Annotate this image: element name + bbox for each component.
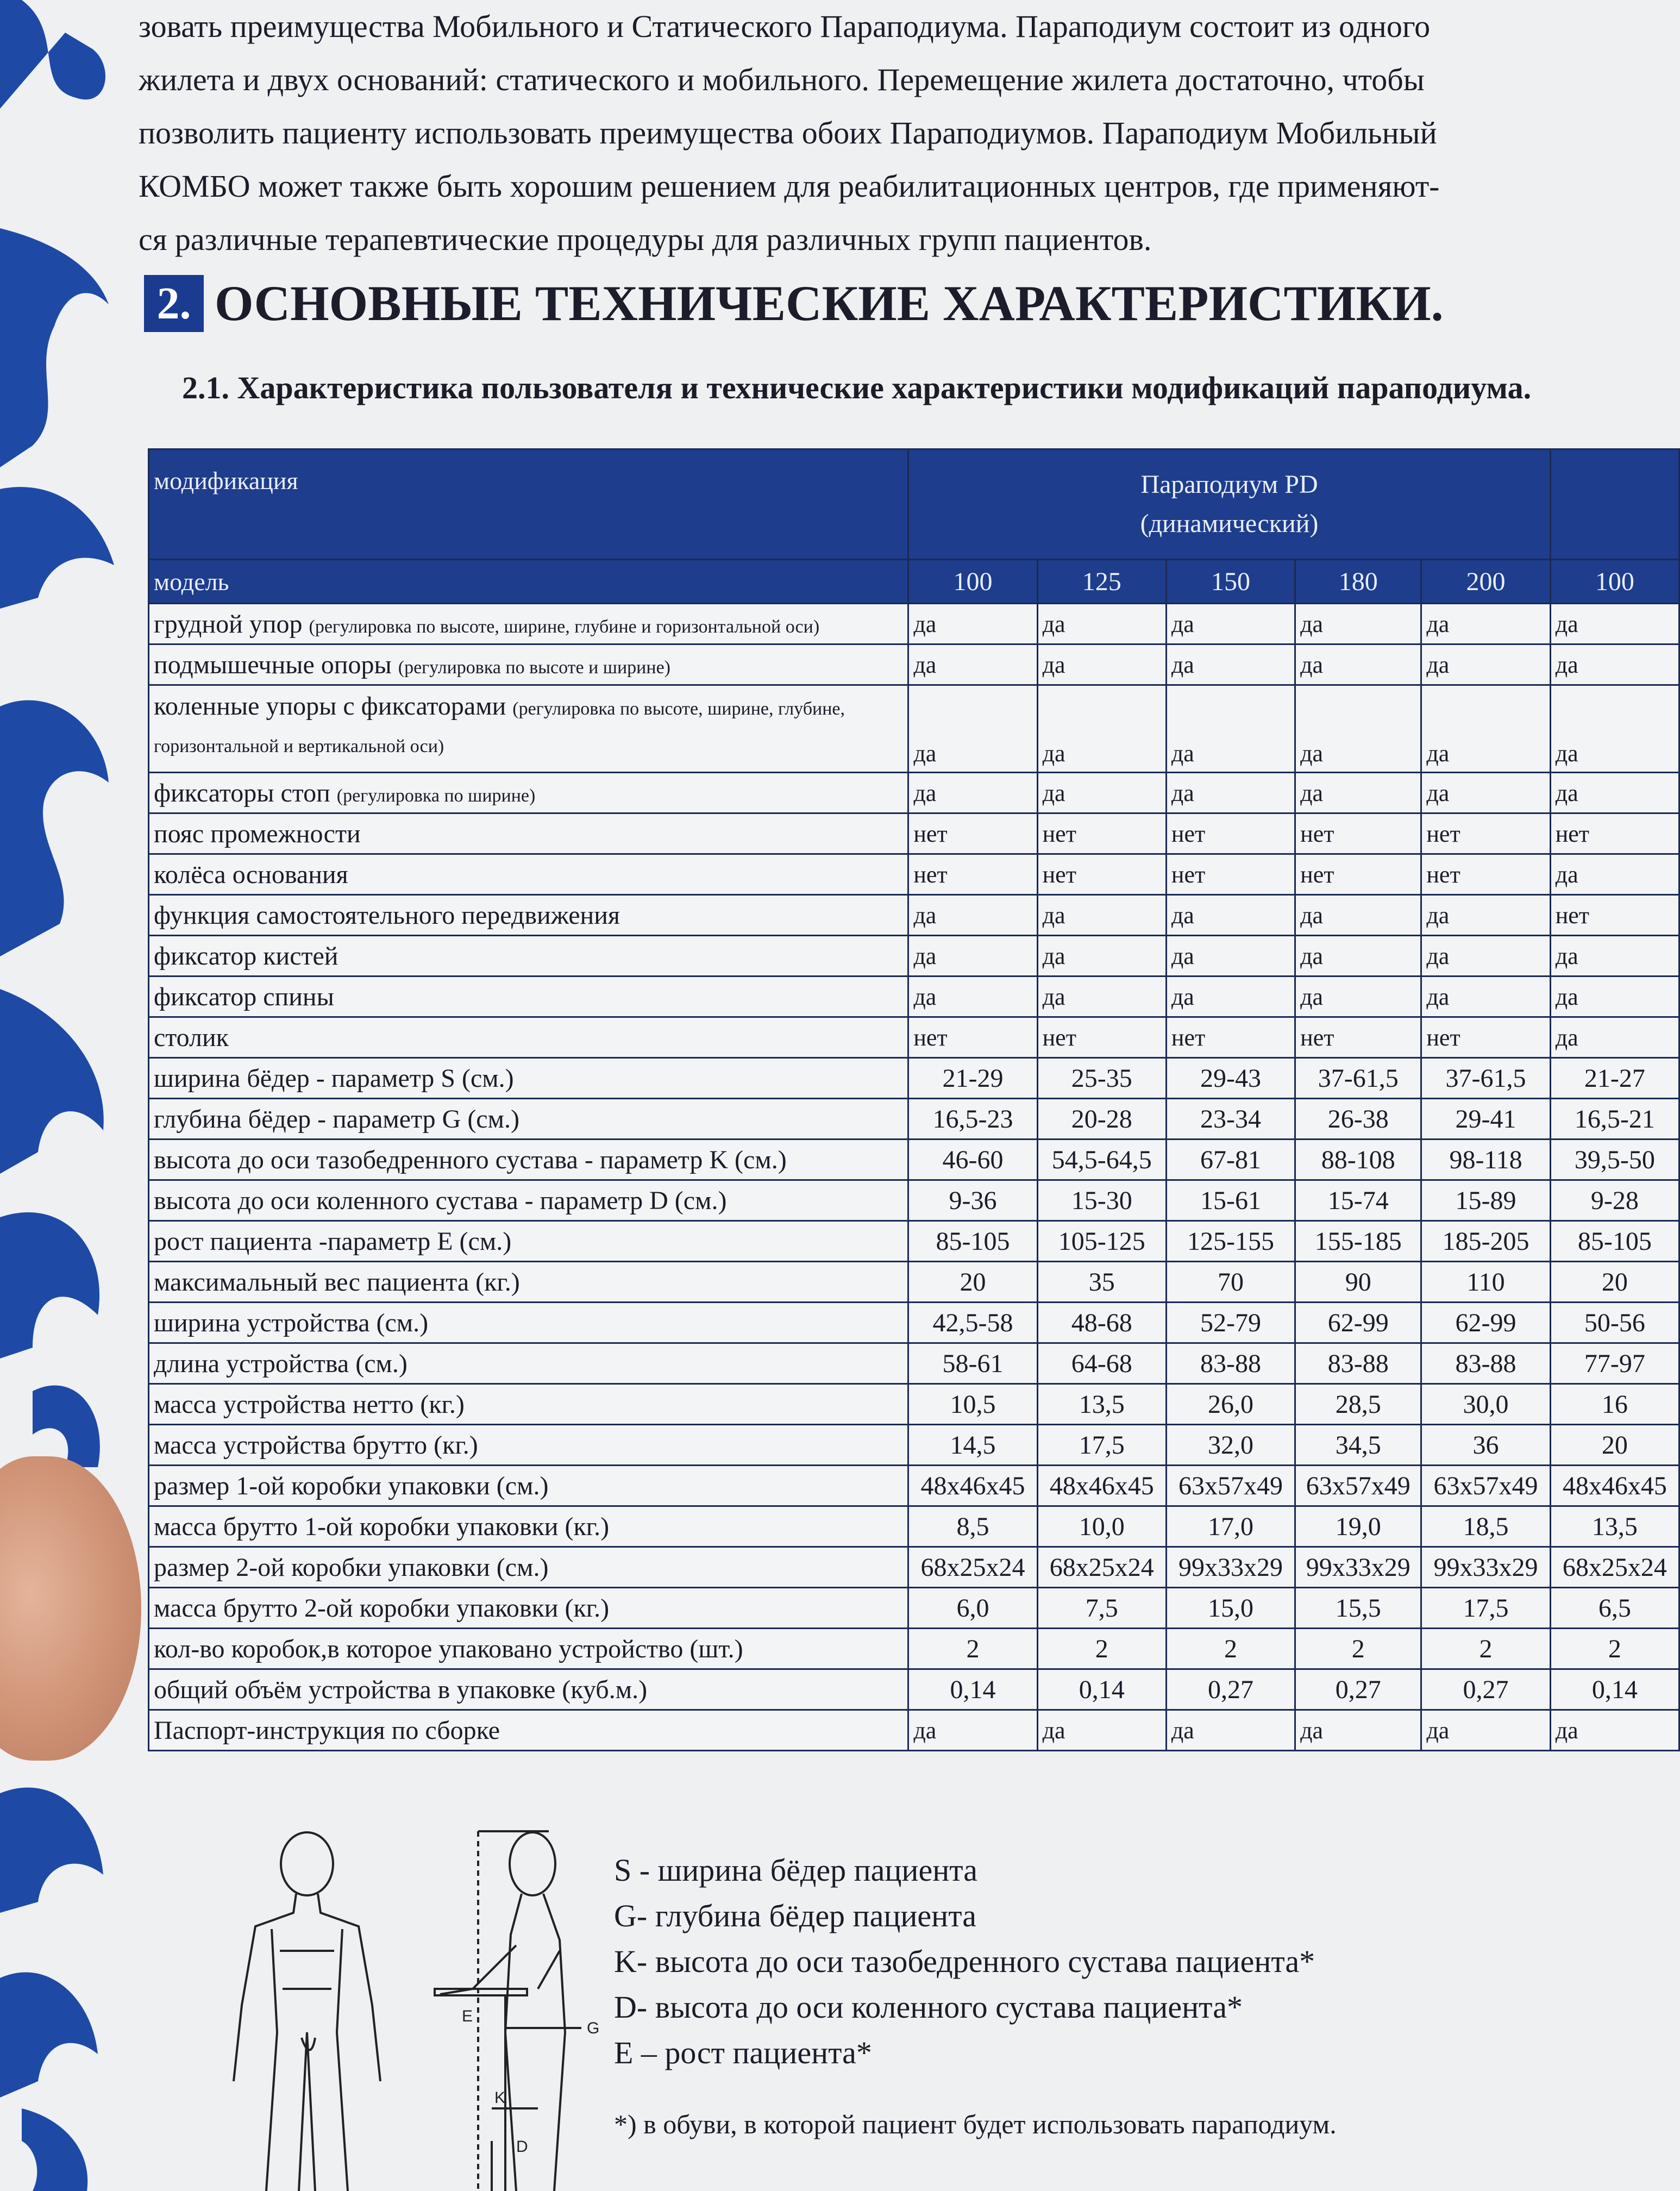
value-cell: 9-36 — [908, 1180, 1037, 1221]
value-cell: 42,5-58 — [908, 1303, 1037, 1343]
value-cell: 16,5-21 — [1550, 1099, 1679, 1140]
table-row — [149, 1669, 1679, 1710]
header-model: модель — [149, 560, 908, 604]
value-cell: 20-28 — [1037, 1099, 1166, 1140]
value-cell: да — [1295, 1710, 1421, 1751]
value-cell: 68x25x24 — [1550, 1547, 1679, 1588]
value-cell: 15-74 — [1295, 1180, 1421, 1221]
value-cell: да — [1421, 644, 1550, 685]
value-cell: 0,14 — [908, 1669, 1037, 1710]
intro-paragraph — [139, 0, 1649, 266]
value-cell: 48x46x45 — [1550, 1466, 1679, 1506]
value-cell: нет — [1421, 813, 1550, 854]
value-cell: 58-61 — [908, 1343, 1037, 1384]
legend-item-s: S - ширина бёдер пациента — [614, 1852, 978, 1888]
group-title: Параподиум PD — [1140, 470, 1318, 499]
parameter-label: масса брутто 2-ой коробки упаковки (кг.) — [154, 1593, 610, 1623]
parameter-cell — [149, 1099, 908, 1140]
parameter-label: коленные упоры с фиксаторами — [154, 692, 506, 721]
value-cell: нет — [1421, 854, 1550, 895]
value-cell: 54,5-64,5 — [1037, 1140, 1166, 1180]
table-row — [149, 1425, 1679, 1466]
table-row — [149, 773, 1679, 813]
value-cell: да — [1166, 976, 1295, 1017]
model-cell: 100 — [1550, 560, 1679, 604]
table-row — [149, 1099, 1679, 1140]
value-cell: нет — [1295, 854, 1421, 895]
parameter-label: высота до оси тазобедренного сустава - параметр K (см.) — [154, 1145, 787, 1174]
model-cell: 100 — [908, 560, 1037, 604]
parameter-cell — [149, 936, 908, 976]
table-header-row — [149, 449, 1679, 560]
parameter-cell — [149, 1506, 908, 1547]
value-cell: 25-35 — [1037, 1058, 1166, 1099]
value-cell: да — [1037, 644, 1166, 685]
value-cell: 19,0 — [1295, 1506, 1421, 1547]
table-row — [149, 1180, 1679, 1221]
value-cell: нет — [1550, 813, 1679, 854]
value-cell: да — [908, 976, 1037, 1017]
value-cell: 20 — [1550, 1425, 1679, 1466]
parameter-cell — [149, 976, 908, 1017]
table-row — [149, 1547, 1679, 1588]
value-cell: да — [908, 936, 1037, 976]
legend-item-k: K- высота до оси тазобедренного сустава пациента* — [614, 1944, 1315, 1979]
parameter-cell — [149, 604, 908, 644]
value-cell: 2 — [1421, 1629, 1550, 1669]
legend-item-d: D- высота до оси коленного сустава пациента* — [614, 1989, 1243, 2025]
value-cell: нет — [908, 854, 1037, 895]
parameter-label: фиксатор спины — [154, 982, 334, 1011]
parameter-note: (регулировка по ширине) — [336, 785, 536, 806]
parameter-cell — [149, 1017, 908, 1058]
value-cell: да — [1295, 644, 1421, 685]
parameter-label: кол-во коробок,в которое упаковано устройство (шт.) — [154, 1634, 743, 1663]
table-row — [149, 1506, 1679, 1547]
intro-line: КОМБО может также быть хорошим решением для реабилитационных центров, где применяют- — [139, 168, 1440, 204]
parameter-label: масса устройства брутто (кг.) — [154, 1430, 478, 1460]
parameter-cell — [149, 773, 908, 813]
parameter-label: грудной упор — [154, 609, 303, 638]
value-cell: нет — [908, 813, 1037, 854]
table-row — [149, 1588, 1679, 1629]
model-cell: 125 — [1037, 560, 1166, 604]
parameter-cell — [149, 644, 908, 685]
value-cell: да — [1550, 644, 1679, 685]
table-row — [149, 604, 1679, 644]
value-cell: да — [1295, 685, 1421, 773]
value-cell: нет — [1295, 813, 1421, 854]
value-cell: 18,5 — [1421, 1506, 1550, 1547]
value-cell: 98-118 — [1421, 1140, 1550, 1180]
value-cell: да — [908, 1710, 1037, 1751]
parameter-label: ширина устройства (см.) — [154, 1308, 429, 1337]
parameter-label: Паспорт-инструкция по сборке — [154, 1716, 500, 1745]
value-cell: да — [1550, 604, 1679, 644]
header-group-next — [1550, 449, 1679, 560]
value-cell: 83-88 — [1421, 1343, 1550, 1384]
value-cell: 2 — [908, 1629, 1037, 1669]
parameter-note: (регулировка по высоте и ширине) — [398, 657, 670, 678]
section-number: 2. — [144, 275, 204, 332]
value-cell: 7,5 — [1037, 1588, 1166, 1629]
parameter-cell — [149, 1384, 908, 1425]
section-title: ОСНОВНЫЕ ТЕХНИЧЕСКИЕ ХАРАКТЕРИСТИКИ. — [215, 276, 1444, 331]
value-cell: да — [908, 773, 1037, 813]
value-cell: 28,5 — [1295, 1384, 1421, 1425]
table-row — [149, 1384, 1679, 1425]
footnote: *) в обуви, в которой пациент будет использовать параподиум. — [614, 2109, 1337, 2139]
value-cell: нет — [1295, 1017, 1421, 1058]
parameter-cell — [149, 854, 908, 895]
value-cell: да — [1166, 895, 1295, 936]
patient-measurement-figure — [190, 1826, 679, 2191]
value-cell: 48x46x45 — [908, 1466, 1037, 1506]
value-cell: 0,14 — [1037, 1669, 1166, 1710]
parameter-cell — [149, 813, 908, 854]
value-cell: нет — [1037, 854, 1166, 895]
value-cell: 46-60 — [908, 1140, 1037, 1180]
value-cell: нет — [1550, 895, 1679, 936]
parameter-label: колёса основания — [154, 860, 348, 889]
value-cell: 2 — [1166, 1629, 1295, 1669]
parameter-cell — [149, 1710, 908, 1751]
parameter-legend — [614, 1848, 1315, 2076]
model-cell: 200 — [1421, 560, 1550, 604]
value-cell: 125-155 — [1166, 1221, 1295, 1262]
parameter-label: общий объём устройства в упаковке (куб.м.) — [154, 1675, 648, 1704]
parameter-cell — [149, 1425, 908, 1466]
value-cell: да — [1166, 644, 1295, 685]
value-cell: 32,0 — [1166, 1425, 1295, 1466]
parameter-label: пояс промежности — [154, 819, 361, 848]
value-cell: 83-88 — [1166, 1343, 1295, 1384]
value-cell: нет — [1166, 854, 1295, 895]
figure-mark-e: E — [462, 2007, 473, 2025]
table-row — [149, 1221, 1679, 1262]
value-cell: 50-56 — [1550, 1303, 1679, 1343]
parameter-note: (регулировка по высоте, ширине, глубине и горизонтальной оси) — [309, 616, 820, 637]
value-cell: 21-27 — [1550, 1058, 1679, 1099]
value-cell: 0,14 — [1550, 1669, 1679, 1710]
table-row — [149, 1466, 1679, 1506]
value-cell: 15-30 — [1037, 1180, 1166, 1221]
legend-item-e: E – рост пациента* — [614, 2035, 872, 2070]
value-cell: 88-108 — [1295, 1140, 1421, 1180]
value-cell: 85-105 — [908, 1221, 1037, 1262]
value-cell: нет — [1037, 1017, 1166, 1058]
section-heading — [144, 274, 1444, 332]
table-row — [149, 813, 1679, 854]
parameter-cell — [149, 1140, 908, 1180]
value-cell: 13,5 — [1550, 1506, 1679, 1547]
table-row — [149, 1058, 1679, 1099]
parameter-note: (регулировка по высоте, ширине, глубине, горизонтальной и вертикальной оси) — [154, 699, 845, 756]
spec-table-body — [149, 604, 1679, 1751]
value-cell: 29-41 — [1421, 1099, 1550, 1140]
value-cell: да — [1166, 604, 1295, 644]
value-cell: 63x57x49 — [1295, 1466, 1421, 1506]
value-cell: да — [908, 685, 1037, 773]
value-cell: 2 — [1550, 1629, 1679, 1669]
table-row — [149, 1262, 1679, 1303]
model-cell: 150 — [1166, 560, 1295, 604]
value-cell: да — [1295, 773, 1421, 813]
value-cell: 17,5 — [1037, 1425, 1166, 1466]
table-row — [149, 936, 1679, 976]
value-cell: 68x25x24 — [908, 1547, 1037, 1588]
legend-item-g: G- глубина бёдер пациента — [614, 1898, 976, 1933]
value-cell: да — [1421, 1710, 1550, 1751]
parameter-cell — [149, 1343, 908, 1384]
value-cell: 26-38 — [1295, 1099, 1421, 1140]
parameter-cell — [149, 1588, 908, 1629]
value-cell: да — [1037, 936, 1166, 976]
value-cell: 64-68 — [1037, 1343, 1166, 1384]
value-cell: 15,0 — [1166, 1588, 1295, 1629]
parameter-label: высота до оси коленного сустава - параметр D (см.) — [154, 1186, 727, 1215]
value-cell: 0,27 — [1421, 1669, 1550, 1710]
parameter-cell — [149, 1629, 908, 1669]
parameter-cell — [149, 1303, 908, 1343]
value-cell: да — [1295, 976, 1421, 1017]
parameter-cell — [149, 1221, 908, 1262]
parameter-cell — [149, 1262, 908, 1303]
table-row — [149, 1017, 1679, 1058]
value-cell: 62-99 — [1421, 1303, 1550, 1343]
parameter-label: максимальный вес пациента (кг.) — [154, 1267, 520, 1297]
parameter-cell — [149, 1466, 908, 1506]
value-cell: 17,0 — [1166, 1506, 1295, 1547]
value-cell: 70 — [1166, 1262, 1295, 1303]
value-cell: 15-61 — [1166, 1180, 1295, 1221]
model-cell: 180 — [1295, 560, 1421, 604]
value-cell: 90 — [1295, 1262, 1421, 1303]
parameter-label: фиксатор кистей — [154, 941, 338, 971]
decorative-ornament — [0, 0, 125, 2191]
parameter-label: масса устройства нетто (кг.) — [154, 1389, 465, 1419]
value-cell: да — [1421, 895, 1550, 936]
value-cell: нет — [1166, 1017, 1295, 1058]
intro-line: жилета и двух оснований: статического и мобильного. Перемещение жилета достаточно, чтобы — [139, 62, 1425, 97]
table-row — [149, 976, 1679, 1017]
value-cell: 63x57x49 — [1421, 1466, 1550, 1506]
figure-mark-d: D — [516, 2138, 528, 2156]
value-cell: да — [908, 644, 1037, 685]
value-cell: 37-61,5 — [1421, 1058, 1550, 1099]
value-cell: 63x57x49 — [1166, 1466, 1295, 1506]
value-cell: 67-81 — [1166, 1140, 1295, 1180]
value-cell: 99x33x29 — [1421, 1547, 1550, 1588]
parameter-cell — [149, 1547, 908, 1588]
value-cell: 83-88 — [1295, 1343, 1421, 1384]
value-cell: 15,5 — [1295, 1588, 1421, 1629]
value-cell: да — [1421, 976, 1550, 1017]
value-cell: 16 — [1550, 1384, 1679, 1425]
value-cell: да — [1550, 685, 1679, 773]
value-cell: 8,5 — [908, 1506, 1037, 1547]
group-subtitle: (динамический) — [1140, 509, 1319, 538]
value-cell: 2 — [1295, 1629, 1421, 1669]
value-cell: да — [1295, 936, 1421, 976]
value-cell: 16,5-23 — [908, 1099, 1037, 1140]
value-cell: 9-28 — [1550, 1180, 1679, 1221]
value-cell: 48-68 — [1037, 1303, 1166, 1343]
value-cell: 48x46x45 — [1037, 1466, 1166, 1506]
model-header-row — [149, 560, 1679, 604]
value-cell: нет — [1421, 1017, 1550, 1058]
value-cell: да — [1037, 773, 1166, 813]
subsection-title: 2.1. Характеристика пользователя и технические характеристики модификаций параподиума. — [182, 370, 1532, 405]
value-cell: 20 — [908, 1262, 1037, 1303]
value-cell: 68x25x24 — [1037, 1547, 1166, 1588]
value-cell: 37-61,5 — [1295, 1058, 1421, 1099]
value-cell: 2 — [1037, 1629, 1166, 1669]
value-cell: 23-34 — [1166, 1099, 1295, 1140]
value-cell: 155-185 — [1295, 1221, 1421, 1262]
parameter-label: рост пациента -параметр E (см.) — [154, 1226, 512, 1256]
value-cell: да — [1550, 976, 1679, 1017]
value-cell: 17,5 — [1421, 1588, 1550, 1629]
value-cell: 13,5 — [1037, 1384, 1166, 1425]
value-cell: да — [1550, 773, 1679, 813]
table-row — [149, 644, 1679, 685]
value-cell: да — [1550, 854, 1679, 895]
value-cell: 30,0 — [1421, 1384, 1550, 1425]
value-cell: да — [1166, 1710, 1295, 1751]
parameter-cell — [149, 685, 908, 773]
value-cell: 0,27 — [1295, 1669, 1421, 1710]
value-cell: да — [1421, 685, 1550, 773]
figure-mark-g: G — [587, 2019, 600, 2037]
value-cell: да — [1421, 773, 1550, 813]
parameter-label: масса брутто 1-ой коробки упаковки (кг.) — [154, 1512, 610, 1541]
value-cell: 99x33x29 — [1295, 1547, 1421, 1588]
parameter-cell — [149, 895, 908, 936]
intro-line: зовать преимущества Мобильного и Статического Параподиума. Параподиум состоит из одного — [139, 9, 1431, 44]
parameter-cell — [149, 1058, 908, 1099]
table-row — [149, 1710, 1679, 1751]
value-cell: 15-89 — [1421, 1180, 1550, 1221]
parameter-label: размер 1-ой коробки упаковки (см.) — [154, 1471, 549, 1500]
value-cell: 36 — [1421, 1425, 1550, 1466]
value-cell: да — [1421, 936, 1550, 976]
value-cell: 185-205 — [1421, 1221, 1550, 1262]
document-page — [136, 0, 1667, 2191]
table-row — [149, 1343, 1679, 1384]
value-cell: да — [908, 604, 1037, 644]
intro-line: позволить пациенту использовать преимущества обоих Параподиумов. Параподиум Мобильный — [139, 115, 1437, 151]
value-cell: 105-125 — [1037, 1221, 1166, 1262]
parameter-label: подмышечные опоры — [154, 650, 392, 679]
value-cell: 6,0 — [908, 1588, 1037, 1629]
parameter-label: глубина бёдер - параметр G (см.) — [154, 1104, 519, 1134]
value-cell: 21-29 — [908, 1058, 1037, 1099]
value-cell: да — [1166, 773, 1295, 813]
value-cell: 39,5-50 — [1550, 1140, 1679, 1180]
value-cell: 77-97 — [1550, 1343, 1679, 1384]
value-cell: 0,27 — [1166, 1669, 1295, 1710]
value-cell: 10,0 — [1037, 1506, 1166, 1547]
header-group-pd — [908, 449, 1550, 560]
parameter-cell — [149, 1180, 908, 1221]
value-cell: да — [1421, 604, 1550, 644]
value-cell: да — [1037, 976, 1166, 1017]
intro-line: ся различные терапевтические процедуры для различных групп пациентов. — [139, 222, 1152, 257]
parameter-label: ширина бёдер - параметр S (см.) — [154, 1063, 514, 1093]
value-cell: да — [908, 895, 1037, 936]
value-cell: да — [1550, 1017, 1679, 1058]
value-cell: 6,5 — [1550, 1588, 1679, 1629]
value-cell: да — [1037, 895, 1166, 936]
parameter-label: функция самостоятельного передвижения — [154, 900, 620, 930]
parameter-label: столик — [154, 1023, 229, 1052]
table-row — [149, 854, 1679, 895]
value-cell: да — [1037, 1710, 1166, 1751]
parameter-cell — [149, 1669, 908, 1710]
spec-table — [148, 448, 1680, 1751]
value-cell: нет — [1037, 813, 1166, 854]
table-row — [149, 1140, 1679, 1180]
header-modification: модификация — [149, 449, 908, 560]
value-cell: 10,5 — [908, 1384, 1037, 1425]
value-cell: да — [1550, 936, 1679, 976]
table-row — [149, 685, 1679, 773]
value-cell: да — [1166, 936, 1295, 976]
value-cell: 34,5 — [1295, 1425, 1421, 1466]
value-cell: 14,5 — [908, 1425, 1037, 1466]
value-cell: 35 — [1037, 1262, 1166, 1303]
value-cell: 26,0 — [1166, 1384, 1295, 1425]
value-cell: 99x33x29 — [1166, 1547, 1295, 1588]
parameter-label: размер 2-ой коробки упаковки (см.) — [154, 1553, 549, 1582]
table-row — [149, 1629, 1679, 1669]
value-cell: нет — [1166, 813, 1295, 854]
parameter-label: длина устройства (см.) — [154, 1349, 408, 1378]
figure-mark-k: K — [494, 2089, 506, 2107]
value-cell: 20 — [1550, 1262, 1679, 1303]
value-cell: нет — [908, 1017, 1037, 1058]
value-cell: 62-99 — [1295, 1303, 1421, 1343]
table-row — [149, 895, 1679, 936]
value-cell: да — [1037, 685, 1166, 773]
value-cell: да — [1295, 895, 1421, 936]
value-cell: 110 — [1421, 1262, 1550, 1303]
value-cell: 29-43 — [1166, 1058, 1295, 1099]
value-cell: да — [1295, 604, 1421, 644]
value-cell: 85-105 — [1550, 1221, 1679, 1262]
parameter-label: фиксаторы стоп — [154, 778, 330, 807]
value-cell: да — [1550, 1710, 1679, 1751]
value-cell: да — [1037, 604, 1166, 644]
table-row — [149, 1303, 1679, 1343]
value-cell: 52-79 — [1166, 1303, 1295, 1343]
value-cell: да — [1166, 685, 1295, 773]
